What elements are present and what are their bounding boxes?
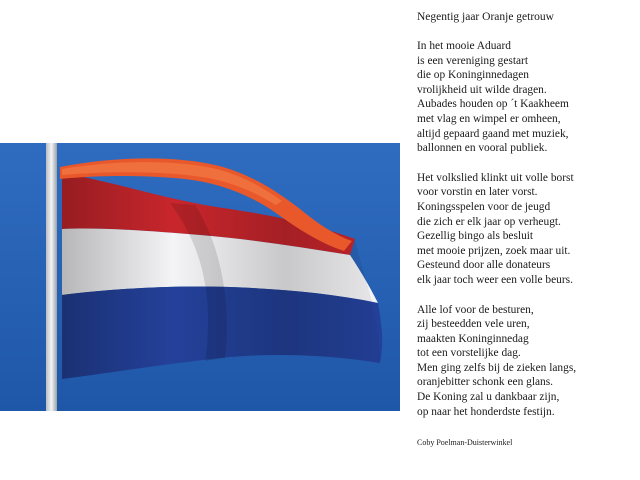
dutch-flag-image <box>0 143 400 411</box>
poem-line: Alle lof voor de besturen, <box>417 303 534 316</box>
poem-line: vrolijkheid uit wilde dragen. <box>417 83 547 96</box>
poem-author: Coby Poelman-Duisterwinkel <box>417 438 513 448</box>
poem-line: maakten Koninginnedag <box>417 332 529 345</box>
poem-line: Het volkslied klinkt uit volle borst <box>417 171 574 184</box>
poem-line: met mooie prijzen, zoek maar uit. <box>417 244 571 257</box>
poem <box>417 10 637 448</box>
poem-title: Negentig jaar Oranje getrouw <box>417 11 554 23</box>
poem-line: Aubades houden op ´t Kaakheem <box>417 98 569 111</box>
poem-line: op naar het honderdste festijn. <box>417 405 555 418</box>
poem-line: De Koning zal u dankbaar zijn, <box>417 391 560 404</box>
poem-line: Gezellig bingo als besluit <box>417 230 534 243</box>
stanza-1 <box>417 39 637 156</box>
poem-line: Men ging zelfs bij de zieken langs, <box>417 361 577 374</box>
poem-line: die op Koninginnedagen <box>417 69 529 82</box>
flag-photo <box>0 143 400 411</box>
poem-line: ballonnen en vooral publiek. <box>417 142 548 155</box>
poem-line: tot een vorstelijke dag. <box>417 347 521 360</box>
poem-line: oranjebitter schonk een glans. <box>417 376 554 389</box>
poem-line: altijd gepaard gaand met muziek, <box>417 127 569 140</box>
poem-line: Gesteund door alle donateurs <box>417 259 551 272</box>
stanza-2 <box>417 171 637 288</box>
poem-line: met vlag en wimpel er omheen, <box>417 112 561 125</box>
poem-line: zij besteedden vele uren, <box>417 318 530 331</box>
poem-line: is een vereniging gestart <box>417 54 529 67</box>
poem-line: In het mooie Aduard <box>417 40 511 52</box>
stanza-3 <box>417 303 637 420</box>
poem-line: voor vorstin en later vorst. <box>417 186 538 199</box>
poem-line: die zich er elk jaar op verheugt. <box>417 215 561 228</box>
poem-line: Koningsspelen voor de jeugd <box>417 200 551 213</box>
flag-pole <box>46 143 57 411</box>
poem-line: elk jaar toch weer een volle beurs. <box>417 273 573 286</box>
